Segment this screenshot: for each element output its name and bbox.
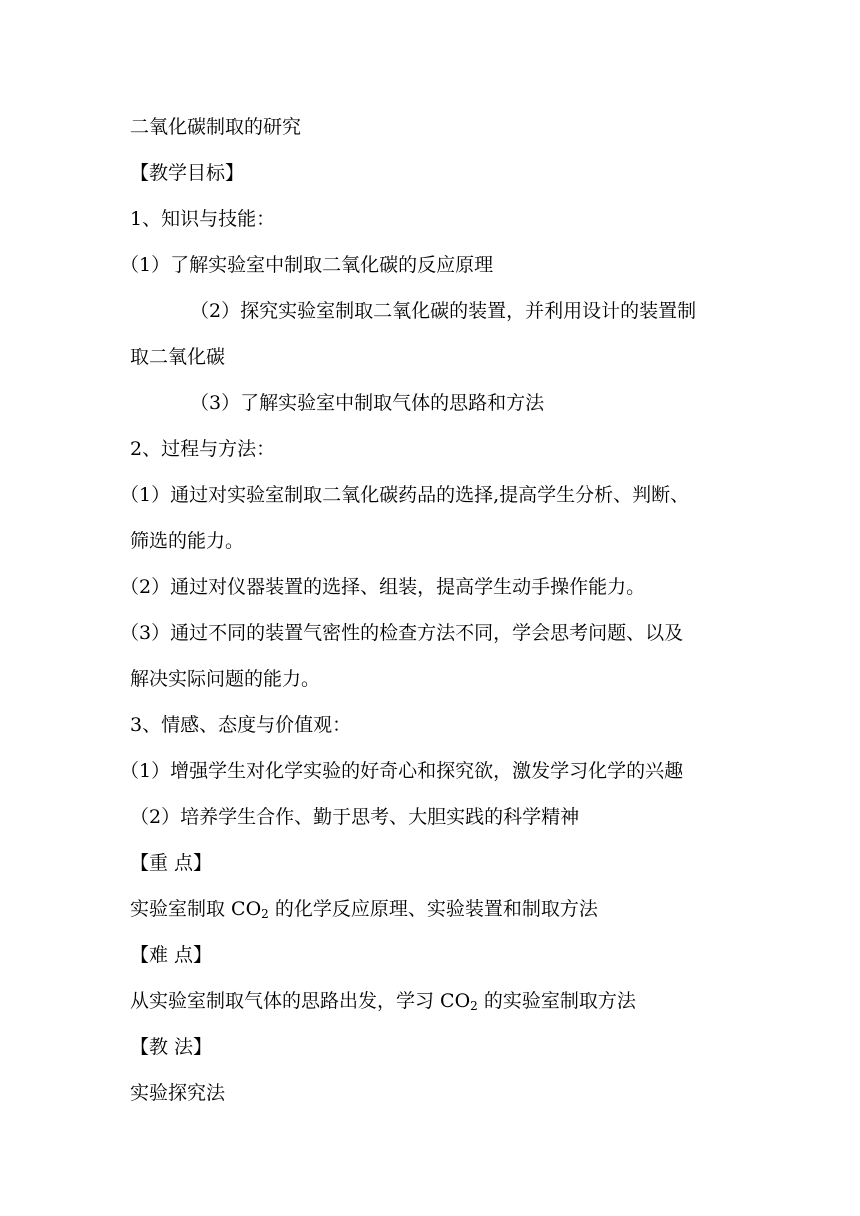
process-item-3-line-2: 解决实际问题的能力。 xyxy=(130,668,321,690)
process-item-3-line-1: （3）通过不同的装置气密性的检查方法不同，学会思考问题、以及 xyxy=(120,622,684,644)
difficulties-heading: 【难 点】 xyxy=(130,944,213,966)
difficulties-text-before: 从实验室制取气体的思路出发，学习 CO xyxy=(130,990,471,1012)
key-points-text-before: 实验室制取 CO xyxy=(130,898,262,920)
knowledge-item-1: （1）了解实验室中制取二氧化碳的反应原理 xyxy=(120,254,494,276)
key-points-text xyxy=(130,897,598,926)
knowledge-item-2-line-2: 取二氧化碳 xyxy=(130,346,226,368)
difficulties-text xyxy=(130,989,636,1018)
emotion-item-1: （1）增强学生对化学实验的好奇心和探究欲，激发学习化学的兴趣 xyxy=(120,760,684,782)
process-item-1-line-2: 筛选的能力。 xyxy=(130,530,245,552)
process-item-2: （2）通过对仪器装置的选择、组装，提高学生动手操作能力。 xyxy=(120,576,646,598)
objectives-heading: 【教学目标】 xyxy=(130,162,245,184)
key-points-text-after: 的化学反应原理、实验装置和制取方法 xyxy=(268,898,598,920)
co2-subscript: 2 xyxy=(261,907,269,921)
process-item-1-line-1: （1）通过对实验室制取二氧化碳药品的选择,提高学生分析、判断、 xyxy=(120,484,690,506)
emotion-values-heading: 3、情感、态度与价值观： xyxy=(130,714,352,736)
difficulties-text-after: 的实验室制取方法 xyxy=(477,990,636,1012)
process-methods-heading: 2、过程与方法： xyxy=(130,438,276,460)
knowledge-item-2-line-1: （2）探究实验室制取二氧化碳的装置，并利用设计的装置制 xyxy=(190,300,697,322)
co2-subscript: 2 xyxy=(470,999,478,1013)
knowledge-item-3: （3）了解实验室中制取气体的思路和方法 xyxy=(190,392,545,414)
teaching-method-heading: 【教 法】 xyxy=(130,1036,213,1058)
key-points-heading: 【重 点】 xyxy=(130,852,213,874)
emotion-item-2: （2）培养学生合作、勤于思考、大胆实践的科学精神 xyxy=(130,806,580,828)
knowledge-skills-heading: 1、知识与技能： xyxy=(130,208,276,230)
document-title: 二氧化碳制取的研究 xyxy=(130,116,302,138)
teaching-method-text: 实验探究法 xyxy=(130,1082,226,1104)
